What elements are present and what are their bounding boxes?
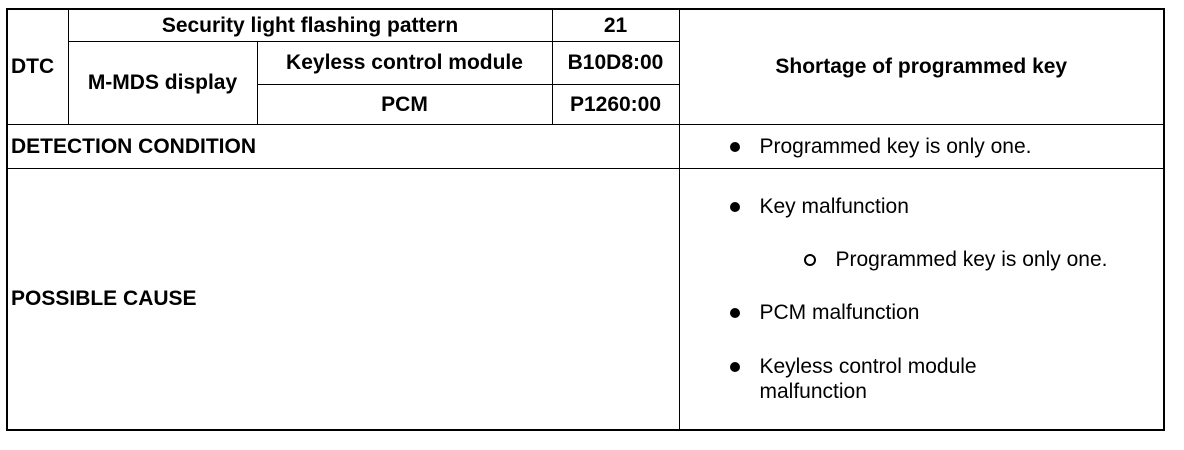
dtc-label: DTC [7, 9, 68, 125]
keyless-module-code: B10D8:00 [552, 42, 679, 85]
possible-cause-label: POSSIBLE CAUSE [7, 169, 679, 431]
cause-item [680, 354, 1164, 404]
keyless-module-label: Keyless control module [257, 42, 552, 85]
detection-condition-label: DETECTION CONDITION [7, 125, 679, 169]
mmds-display-label: M-MDS display [68, 42, 257, 125]
pcm-code: P1260:00 [552, 85, 679, 125]
bullet-dot-icon [730, 362, 740, 372]
possible-cause-cell [679, 169, 1164, 431]
flash-pattern-value: 21 [552, 9, 679, 42]
cause-item [680, 194, 1164, 219]
cause-item-text: Key malfunction [759, 195, 909, 219]
cause-list [680, 188, 1164, 410]
detection-item-text: Programmed key is only one. [759, 134, 1032, 158]
detection-item [680, 134, 1164, 159]
bullet-dot-icon [730, 308, 740, 318]
cause-subitem-text: Programmed key is only one. [835, 248, 1108, 272]
cause-item [680, 300, 1164, 325]
flash-pattern-label: Security light flashing pattern [68, 9, 552, 42]
pcm-label: PCM [257, 85, 552, 125]
cause-item-text: PCM malfunction [759, 301, 920, 325]
cause-item-text: Keyless control module malfunction [759, 354, 977, 403]
dtc-title: Shortage of programmed key [679, 9, 1164, 125]
detection-condition-cell [679, 125, 1164, 169]
bullet-dot-icon [730, 142, 740, 152]
bullet-dot-icon [730, 202, 740, 212]
dtc-table [6, 8, 1165, 431]
bullet-ring-icon [804, 254, 816, 266]
cause-subitem [680, 247, 1164, 272]
